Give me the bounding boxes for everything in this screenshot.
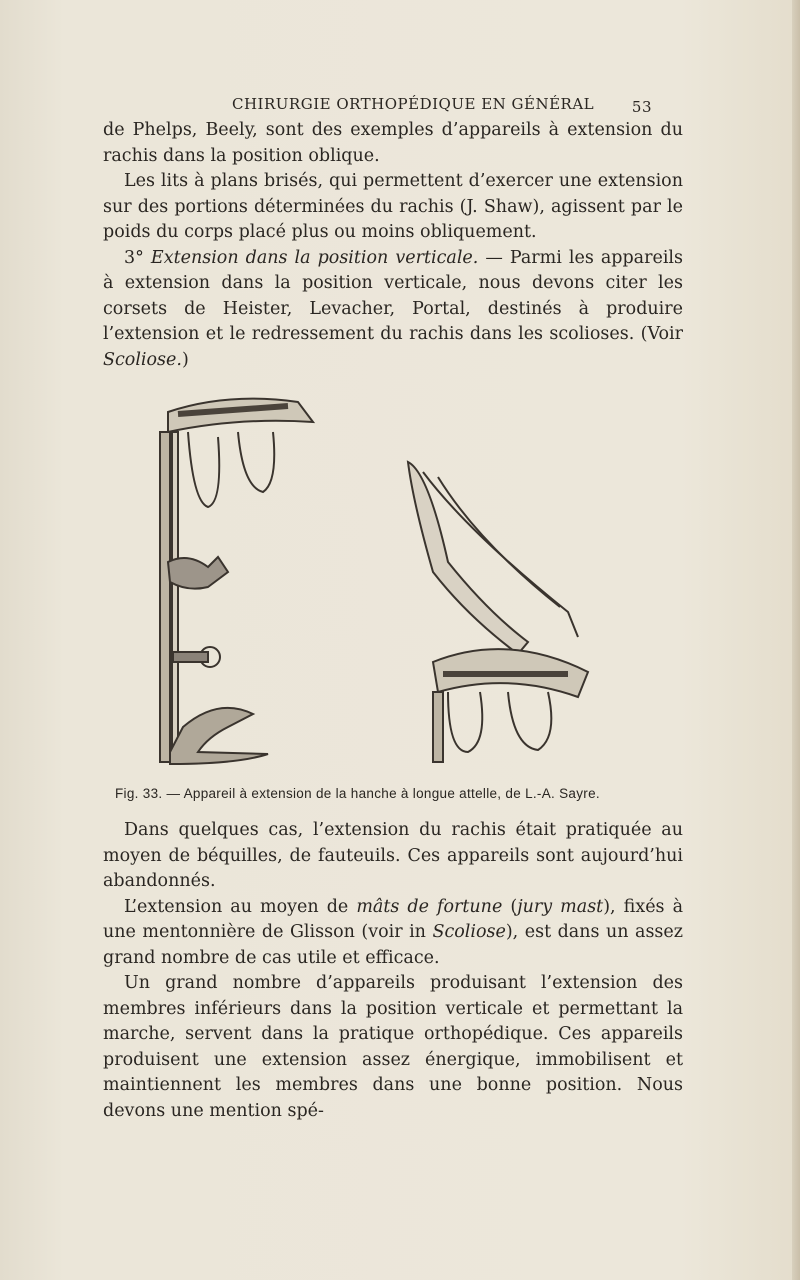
section-title: Extension dans la position verticale.	[150, 247, 479, 268]
paragraph-text: ), est dans un assez grand nombre de cas utile et efficace.	[103, 922, 683, 968]
text-block-bottom	[103, 818, 683, 1124]
figure-33-engraving	[148, 392, 618, 776]
text-block-top	[103, 118, 683, 373]
italic-term: mâts de fortune	[356, 896, 503, 917]
page-edge	[792, 0, 800, 1280]
long-strap-right	[408, 462, 528, 654]
long-splint	[160, 432, 170, 762]
cross-reference: Scoliose	[432, 922, 506, 942]
paragraph-section-3	[103, 246, 683, 374]
brace-illustration	[148, 392, 618, 776]
paragraph: Un grand nombre d’appareils produisant l’extension des membres inférieurs dans la position verticale et permettant la marche, servent dans la pratique orthopédique. Ces appareils produisent une extension assez énergique, immobilisent et maintiennent les membres dans une bonne position. Nous devons une mention spé-	[103, 973, 683, 1121]
paragraph-text: L’extension au moyen de	[124, 896, 357, 917]
paragraph: de Phelps, Beely, sont des exemples d’appareils à extension du rachis dans la position oblique.	[103, 120, 683, 166]
foot-piece	[170, 708, 268, 764]
paragraph-text: — Parmi les appareils à extension dans la position verticale, nous devons citer les corsets de Heister, Levacher, Portal, destinés à produire l’extension et le redressement du rachis dans les scolioses. (Voir	[103, 247, 683, 344]
section-number: 3°	[124, 247, 144, 268]
paragraph: Dans quelques cas, l’extension du rachis était pratiquée au moyen de béquilles, de fauteuils. Ces appareils sont aujourd’hui abandonnés.	[103, 820, 683, 891]
thigh-strap-left	[188, 432, 219, 507]
paragraph: Les lits à plans brisés, qui permettent d’exercer une extension sur des portions déterminées du rachis (J. Shaw), agissent par le poids du corps placé plus ou moins obliquement.	[103, 171, 683, 242]
page-number: 53	[631, 98, 652, 116]
figure-caption: Fig. 33. — Appareil à extension de la hanche à longue attelle, de L.-A. Sayre.	[115, 786, 600, 801]
paragraph-text: ), fixés à une mentonnière de Glisson (voir in	[103, 896, 683, 942]
paragraph-text: )	[181, 349, 189, 370]
cross-reference: Scoliose.	[103, 349, 182, 370]
thigh-strap-right	[448, 692, 482, 752]
italic-term: jury mast	[517, 896, 604, 917]
paragraph-jury-mast	[103, 895, 683, 972]
paragraph-text: (	[502, 896, 518, 917]
header-title: CHIRURGIE ORTHOPÉDIQUE EN GÉNÉRAL	[232, 95, 595, 113]
